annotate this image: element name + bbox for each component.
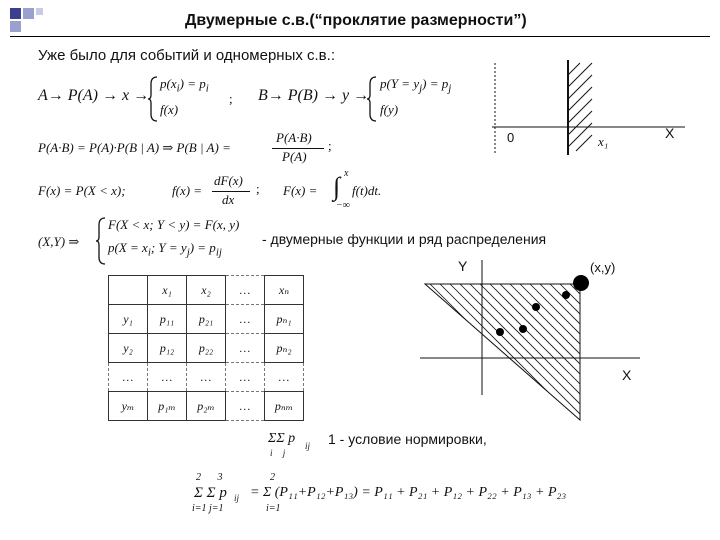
brace-a-icon	[148, 76, 158, 122]
event-chain-a: A→ P(A) → x →	[38, 87, 150, 104]
point-2	[532, 303, 540, 311]
table-cell: xₙ	[265, 276, 304, 305]
table-row	[109, 392, 304, 421]
graph1-zero: 0	[507, 130, 515, 145]
semicolon-3: ;	[256, 181, 260, 196]
norm-sum: ΣΣ p	[268, 431, 296, 446]
pair-lhs: (X,Y) ⇒	[38, 234, 80, 249]
brace-b-line1: $p(Y = y_j) = p_j$	[380, 76, 452, 95]
graph1-x-label: X	[665, 125, 675, 141]
table-row	[109, 276, 304, 305]
norm-text: 1 - условие нормировки,	[328, 431, 487, 447]
hatch-line	[390, 284, 530, 424]
title-rule	[10, 36, 710, 37]
integral-upper: x	[344, 168, 349, 179]
hatch-line	[550, 284, 690, 424]
formula-density: f(x) =	[172, 183, 203, 198]
pair-line2: $p(X = x_i$; $Y = y_j) = p_{ij}$	[108, 240, 222, 259]
hatch-line	[410, 284, 550, 424]
graph2-point-label: (x,y)	[590, 260, 616, 275]
hatch-line	[400, 284, 540, 424]
brace-pair-icon	[96, 217, 106, 265]
table-cell: x₁	[148, 276, 187, 305]
example-rest-top: 2	[270, 472, 275, 483]
graph-region	[420, 255, 650, 425]
table-cell: pₙ₁	[265, 305, 304, 334]
hatch-line	[340, 284, 480, 424]
bayes-numerator: P(A·B)	[276, 130, 312, 145]
hatch-line	[460, 284, 600, 424]
table-cell: …	[148, 363, 187, 392]
formula-bayes: P(A·B) = P(A)·P(B | A) ⇒ P(B | A) =	[38, 140, 231, 155]
hatch-line	[570, 284, 710, 424]
table-cell: …	[226, 334, 265, 363]
table-row	[109, 334, 304, 363]
hatch-line	[530, 284, 670, 424]
table-row	[109, 305, 304, 334]
table-cell: y₁	[109, 305, 148, 334]
density-denominator: dx	[222, 192, 235, 207]
table-cell: …	[226, 276, 265, 305]
point-4	[519, 325, 527, 333]
hatch-line	[500, 284, 640, 424]
table-cell: …	[226, 305, 265, 334]
table-cell: p₁ₘ	[148, 392, 187, 421]
graph-wall	[480, 55, 700, 165]
hatch-line	[470, 284, 610, 424]
example-idx-top: 2 3	[196, 472, 223, 483]
hatch-line	[450, 284, 590, 424]
brace-b-line2: f(y)	[380, 102, 399, 117]
hatch-line	[350, 284, 490, 424]
integral-body: f(t)dt.	[352, 183, 382, 198]
example-sum-sub: ij	[234, 493, 240, 503]
table-cell: p₂ₘ	[187, 392, 226, 421]
table-cell: y₂	[109, 334, 148, 363]
bayes-denominator: P(A)	[282, 149, 307, 164]
hatch-line	[520, 284, 660, 424]
table-cell: p₁₂	[148, 334, 187, 363]
hatch-line	[370, 284, 510, 424]
event-chain-b: B→ P(B) → y →	[258, 87, 370, 104]
hatch-line	[580, 284, 720, 424]
decor-square-2	[23, 8, 34, 19]
pair-line1: F(X < x; Y < y) = F(x, y)	[108, 217, 240, 232]
formula-cdf: F(x) = P(X < x);	[38, 183, 126, 198]
table-cell: p₂₁	[187, 305, 226, 334]
table-cell: yₘ	[109, 392, 148, 421]
hatch-line	[310, 284, 450, 424]
hatch-line	[480, 284, 620, 424]
hatch-line	[360, 284, 500, 424]
table-cell: …	[226, 392, 265, 421]
semicolon-2: ;	[328, 138, 332, 153]
brace-a-line2: f(x)	[160, 102, 179, 117]
hatch-line	[300, 284, 440, 424]
graph2-x-label: X	[622, 367, 632, 383]
integral-lower: −∞	[336, 200, 350, 211]
hatch-line	[320, 284, 460, 424]
table-cell: p₂₂	[187, 334, 226, 363]
graph1-xi-label: x₁	[598, 134, 609, 149]
point-1	[562, 291, 570, 299]
hatch-line	[590, 284, 720, 424]
brace-b-icon	[367, 76, 377, 122]
hatch-line	[290, 284, 430, 424]
brace-a-line1: $p(x_i) = p_i$	[160, 76, 209, 95]
semicolon-1: ;	[229, 91, 233, 106]
table-cell: …	[187, 363, 226, 392]
integral-sign-icon: ∫	[333, 172, 341, 201]
table-cell: …	[265, 363, 304, 392]
decor-square-4	[36, 8, 43, 15]
hatch-line	[440, 284, 580, 424]
distribution-table	[108, 275, 304, 421]
hatch-line	[600, 284, 720, 424]
hatch-line	[430, 284, 570, 424]
pair-description: - двумерные функции и ряд распределения	[262, 231, 547, 247]
page-title: Двумерные с.в.(“проклятие размерности”)	[185, 12, 527, 29]
point-3	[496, 328, 504, 336]
formula-integral: F(x) =	[283, 183, 318, 198]
example-sum: Σ Σ p	[194, 485, 227, 501]
example-idx-bot: i=1 j=1	[192, 503, 224, 514]
hatch-line	[560, 284, 700, 424]
intro-text: Уже было для событий и одномерных с.в.:	[38, 47, 335, 64]
table-cell: pₙₘ	[265, 392, 304, 421]
density-numerator: dF(x)	[214, 173, 243, 188]
example-rest-bot: i=1	[266, 503, 281, 514]
decor-square-3	[10, 21, 21, 32]
table-cell: …	[109, 363, 148, 392]
norm-indices: i j	[270, 448, 290, 458]
graph2-y-label: Y	[458, 258, 468, 274]
table-cell: p₁₁	[148, 305, 187, 334]
point-large	[573, 275, 589, 291]
norm-subscript: ij	[305, 441, 311, 451]
hatch-line	[610, 284, 720, 424]
table-cell	[109, 276, 148, 305]
hatch-line	[380, 284, 520, 424]
example-rest: = Σ (P₁₁+P₁₂+P₁₃) = P₁₁ + P₂₁ + P₁₂ + P₂₂ + P₁₃ + P₂₃	[250, 485, 567, 500]
table-row	[109, 363, 304, 392]
decor-square-1	[10, 8, 21, 19]
table-cell: x₂	[187, 276, 226, 305]
table-cell: pₙ₂	[265, 334, 304, 363]
table-cell: …	[226, 363, 265, 392]
